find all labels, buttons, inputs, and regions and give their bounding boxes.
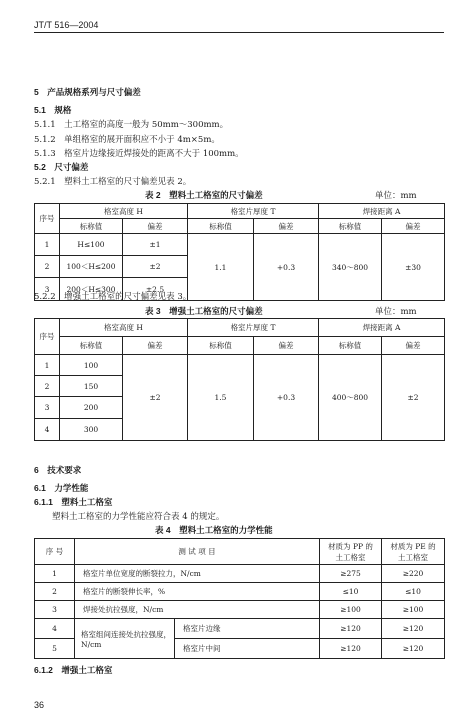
table-3-cell-seq: 3 [35, 397, 60, 419]
table-4-header-item: 测 试 项 目 [75, 539, 320, 565]
table-2-weld-nominal: 340～800 [319, 234, 382, 301]
table-3-weld-dev: ±2 [382, 355, 445, 441]
table-4-cell-item: 格室片的断裂伸长率，% [75, 583, 320, 601]
table-4-cell-sub: 格室片中间 [175, 639, 320, 659]
table-4-caption: 表 4 塑料土工格室的力学性能 [155, 525, 273, 535]
header-rule [34, 32, 444, 33]
table-4-cell-seq: 5 [35, 639, 75, 659]
table-3-cell-nominal: 300 [60, 419, 123, 441]
section-5-title: 5 产品规格系列与尺寸偏差 [34, 87, 141, 97]
table-4-cell-pp: ≥275 [320, 565, 382, 583]
table-3-weld-nominal: 400～800 [319, 355, 382, 441]
table-4-header-pe-line1: 材质为 PE 的 [390, 541, 436, 551]
table-4-merged-item-line1: 格室组间连接处抗拉强度， [81, 629, 171, 639]
table-4-cell-pe: ≥220 [382, 565, 445, 583]
table-3-header-weld-nominal: 标称值 [319, 337, 382, 355]
table-4-header-pe-line2: 土工格室 [398, 552, 428, 562]
table-row [35, 583, 445, 601]
table-3-header-thickness: 格室片厚度 T [188, 319, 319, 337]
table-4-merged-item-line2: N/cm [81, 639, 102, 649]
document-header: JT/T 516—2004 [34, 20, 99, 30]
table-3-cell-seq: 2 [35, 376, 60, 397]
table-3-cell-seq: 4 [35, 419, 60, 441]
table-4-cell-item: 格室片单位宽度的断裂拉力，N/cm [75, 565, 320, 583]
table-4-cell-pp: ≤10 [320, 583, 382, 601]
table-2-unit: 单位：mm [375, 191, 417, 201]
table-4-cell-seq: 1 [35, 565, 75, 583]
table-3-header-thick-nominal: 标称值 [188, 337, 254, 355]
table-2-caption: 表 2 塑料土工格室的尺寸偏差 [145, 190, 263, 200]
clause-5-1-1: 5.1.1 土工格室的高度一般为 50mm～300mm。 [34, 120, 229, 130]
table-4-cell-seq: 3 [35, 601, 75, 619]
table-4-header-pp [320, 539, 382, 565]
table-2-cell-seq: 2 [35, 256, 60, 278]
table-4-cell-item: 焊接处抗拉强度，N/cm [75, 601, 320, 619]
section-5-2-title: 5.2 尺寸偏差 [34, 162, 89, 172]
table-4-header-seq: 序 号 [35, 539, 75, 565]
table-3-unit: 单位：mm [375, 307, 417, 317]
table-4-cell-pe: ≤10 [382, 583, 445, 601]
table-2-header-height-dev: 偏差 [123, 219, 188, 234]
table-3-header-weld: 焊接距离 A [319, 319, 445, 337]
table-2-thick-dev: +0.3 [254, 234, 319, 301]
table-3-cell-nominal: 150 [60, 376, 123, 397]
table-3-height-dev: ±2 [123, 355, 188, 441]
table-row [35, 601, 445, 619]
table-3-header-weld-dev: 偏差 [382, 337, 445, 355]
table-4-cell-pp: ≥100 [320, 601, 382, 619]
page-number: 36 [34, 700, 45, 710]
table-2-header-weld-nominal: 标称值 [319, 219, 382, 234]
clause-6-1-1-text: 塑料土工格室的力学性能应符合表 4 的规定。 [52, 512, 225, 522]
table-row [35, 565, 445, 583]
table-row [35, 619, 445, 639]
table-2-cell-dev: ±2.5 [123, 278, 188, 301]
table-row [35, 234, 445, 256]
table-2-header-height-nominal: 标称值 [60, 219, 123, 234]
table-3-header-height-nominal: 标称值 [60, 337, 123, 355]
table-4-header-pp-line2: 土工格室 [335, 552, 366, 562]
section-6-title: 6 技术要求 [34, 465, 82, 475]
table-2-header-height: 格室高度 H [60, 204, 188, 219]
table-row [35, 355, 445, 376]
table-3-header-height-dev: 偏差 [123, 337, 188, 355]
table-3-header-thick-dev: 偏差 [254, 337, 319, 355]
table-2-thick-nominal: 1.1 [188, 234, 254, 301]
table-3 [34, 318, 445, 441]
table-4-cell-seq: 2 [35, 583, 75, 601]
table-2-cell-dev: ±2 [123, 256, 188, 278]
table-3-caption: 表 3 增强土工格室的尺寸偏差 [145, 306, 263, 316]
table-4-cell-pe: ≥120 [382, 639, 445, 659]
section-6-1-1-title: 6.1.1 塑料土工格室 [34, 497, 113, 507]
table-2-cell-nominal: 100＜H≤200 [60, 256, 123, 278]
table-2-cell-nominal: H≤100 [60, 234, 123, 256]
table-4 [34, 538, 445, 659]
table-2-header-thick-nominal: 标称值 [188, 219, 254, 234]
table-4-cell-pp: ≥120 [320, 619, 382, 639]
table-3-thick-nominal: 1.5 [188, 355, 254, 441]
table-3-cell-nominal: 100 [60, 355, 123, 376]
table-2-header-thickness: 格室片厚度 T [188, 204, 319, 219]
table-3-header-seq: 序号 [35, 319, 60, 355]
table-2 [34, 203, 445, 301]
clause-5-1-3: 5.1.3 格室片边缘接近焊接处的距离不大于 100mm。 [34, 149, 244, 159]
table-4-cell-pe: ≥100 [382, 601, 445, 619]
table-2-cell-seq: 3 [35, 278, 60, 301]
section-6-1-2-title: 6.1.2 增强土工格室 [34, 665, 113, 675]
table-2-header-weld: 焊接距离 A [319, 204, 445, 219]
section-6-1-title: 6.1 力学性能 [34, 483, 89, 493]
clause-5-1-2: 5.1.2 单组格室的展开面积应不小于 4m×5m。 [34, 135, 220, 145]
table-3-thick-dev: +0.3 [254, 355, 319, 441]
clause-5-2-2: 5.2.2 增强土工格室的尺寸偏差见表 3。 [34, 292, 192, 302]
table-3-cell-seq: 1 [35, 355, 60, 376]
section-5-1-title: 5.1 规格 [34, 105, 72, 115]
clause-5-2-1: 5.2.1 塑料土工格室的尺寸偏差见表 2。 [34, 177, 192, 187]
table-2-cell-seq: 1 [35, 234, 60, 256]
table-4-cell-merged-item [75, 619, 175, 659]
table-3-header-height: 格室高度 H [60, 319, 188, 337]
table-4-cell-pp: ≥120 [320, 639, 382, 659]
table-2-cell-dev: ±1 [123, 234, 188, 256]
table-2-weld-dev: ±30 [382, 234, 445, 301]
table-4-cell-sub: 格室片边缘 [175, 619, 320, 639]
table-4-header-pe [382, 539, 445, 565]
table-2-cell-nominal: 200＜H≤300 [60, 278, 123, 301]
table-4-cell-pe: ≥120 [382, 619, 445, 639]
table-2-header-weld-dev: 偏差 [382, 219, 445, 234]
table-2-header-thick-dev: 偏差 [254, 219, 319, 234]
table-4-cell-seq: 4 [35, 619, 75, 639]
table-2-header-seq: 序号 [35, 204, 60, 234]
table-3-cell-nominal: 200 [60, 397, 123, 419]
table-4-header-pp-line1: 材质为 PP 的 [328, 541, 373, 551]
